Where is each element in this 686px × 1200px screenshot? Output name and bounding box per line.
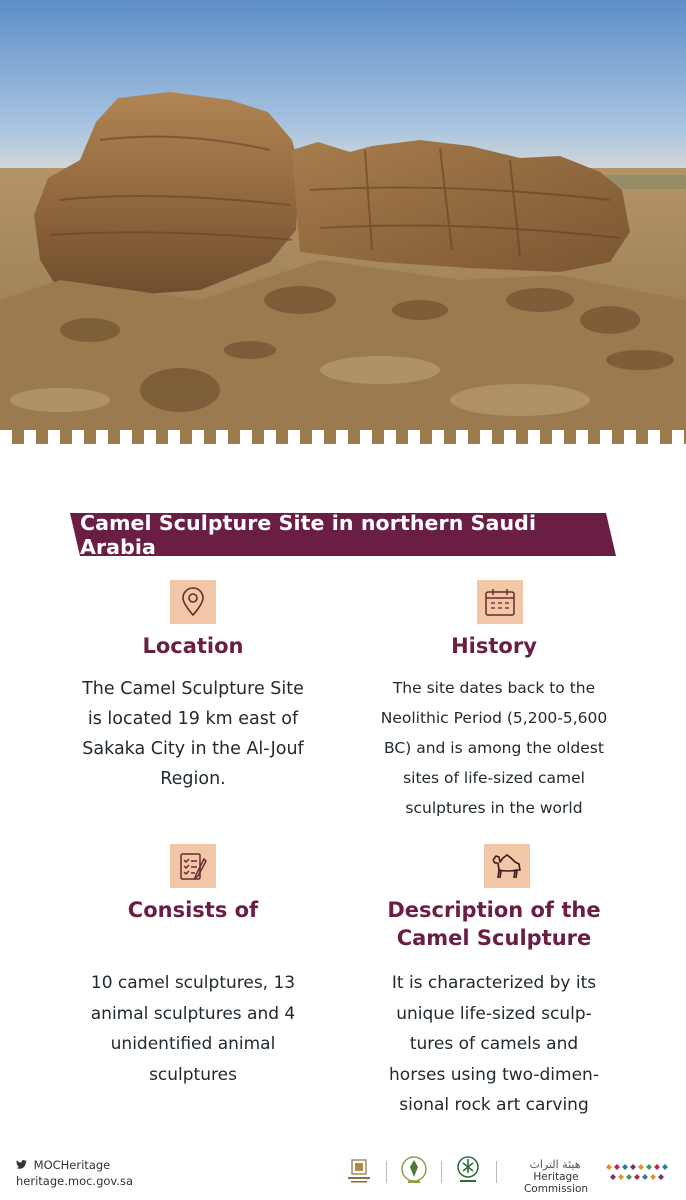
logo-separator xyxy=(441,1161,442,1183)
description-heading-line: Description of the xyxy=(387,898,601,922)
website-link[interactable]: heritage.moc.gov.sa xyxy=(16,1174,134,1188)
logo-separator xyxy=(496,1161,497,1183)
history-line: sculptures in the world xyxy=(405,799,583,817)
history-line: The site dates back to the xyxy=(392,679,596,697)
location-pin-icon xyxy=(170,580,216,624)
location-line: Sakaka City in the Al-Jouf xyxy=(82,739,304,759)
title-banner xyxy=(80,510,606,559)
emblem-logo-green xyxy=(400,1155,428,1185)
description-line: unique life-sized sculp- xyxy=(396,1003,592,1024)
consists-line: animal sculptures and 4 xyxy=(90,1003,296,1024)
hero-photo xyxy=(0,0,686,455)
location-line: is located 19 km east of xyxy=(87,709,299,729)
consists-line: sculptures xyxy=(149,1064,237,1085)
location-line: Region. xyxy=(160,769,226,789)
ministry-logo xyxy=(346,1156,372,1184)
history-line: BC) and is among the oldest xyxy=(384,739,604,757)
footer-contact xyxy=(16,1157,133,1189)
description-heading-line: Camel Sculpture xyxy=(396,926,592,950)
logo-separator xyxy=(386,1161,387,1183)
twitter-handle-row[interactable] xyxy=(16,1157,133,1173)
history-body xyxy=(342,673,646,823)
description-line: tures of camels and xyxy=(409,1034,579,1054)
location-line: The Camel Sculpture Site xyxy=(82,679,304,699)
crenellated-border-base xyxy=(0,444,686,456)
location-heading: Location xyxy=(142,634,244,658)
description-heading xyxy=(342,896,646,952)
description-line: It is characterized by its xyxy=(391,973,597,993)
heritage-commission-arabic: هيئة التراث xyxy=(529,1158,581,1171)
consists-body xyxy=(40,968,346,1090)
banner-title: Camel Sculpture Site in northern Saudi Arabia xyxy=(80,510,537,559)
heritage-commission-english: Heritage Commission xyxy=(523,1171,589,1195)
rock-formation-illustration xyxy=(0,0,686,455)
history-line: sites of life-sized camel xyxy=(403,769,585,787)
description-body xyxy=(342,968,646,1121)
saudi-emblem-logo xyxy=(455,1155,481,1185)
consists-line: 10 camel sculptures, 13 xyxy=(90,973,296,993)
history-heading: History xyxy=(451,634,537,658)
history-line: Neolithic Period (5,200-5,600 xyxy=(380,709,608,727)
description-line: sional rock art carving xyxy=(399,1095,589,1115)
twitter-icon xyxy=(16,1158,31,1172)
heritage-commission-logo-pattern xyxy=(604,1161,668,1183)
twitter-handle: MOCHeritage xyxy=(33,1158,111,1172)
consists-heading: Consists of xyxy=(127,898,259,922)
consists-line: unidentified animal xyxy=(110,1034,276,1054)
camel-icon xyxy=(484,844,530,888)
checklist-icon xyxy=(170,844,216,888)
calendar-icon xyxy=(477,580,523,624)
description-line: horses using two-dimen- xyxy=(389,1064,599,1085)
location-body xyxy=(40,674,346,794)
